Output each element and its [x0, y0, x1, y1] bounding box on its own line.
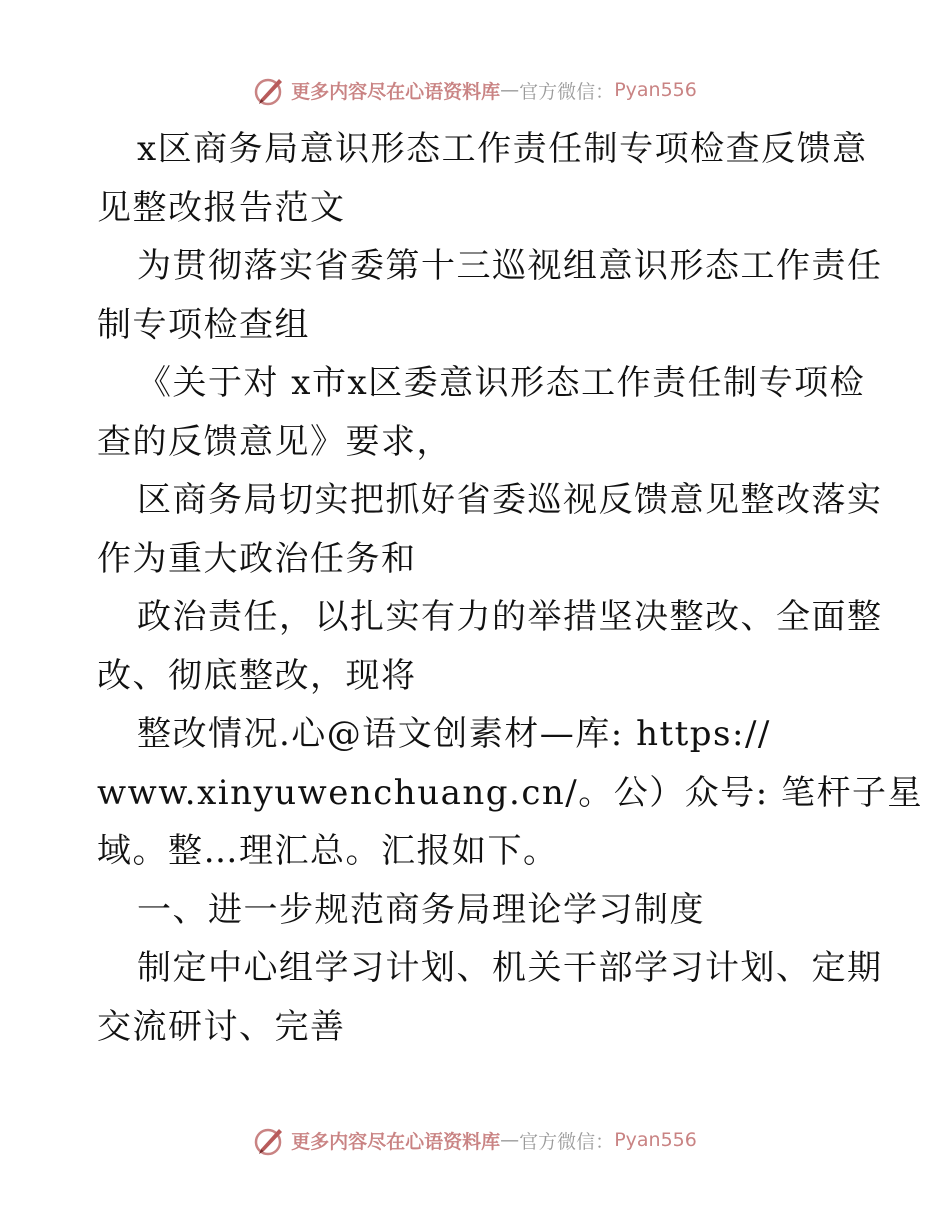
footer-watermark-banner [0, 1120, 950, 1160]
doc-title-line-2: 见整改报告范文 [97, 187, 346, 228]
banner-official-label: 官方微信： [519, 1130, 615, 1153]
quill-pen-circle-icon [253, 1123, 287, 1157]
banner-official-id: Pyan556 [614, 1129, 697, 1151]
doc-paragraph-line: 政治责任，以扎实有力的举措坚决整改、全面整 [137, 597, 883, 637]
banner-dash: — [500, 79, 520, 101]
doc-paragraph-line: 为贯彻落实省委第十三巡视组意识形态工作责任 [137, 246, 883, 286]
doc-paragraph-line: 改、彻底整改，现将 [97, 655, 417, 696]
banner-dash: — [500, 1129, 520, 1151]
banner-official-id: Pyan556 [614, 79, 697, 101]
doc-section-heading: 一、进一步规范商务局理论学习制度 [137, 889, 705, 930]
banner-brand-text: 更多内容尽在心语资料库 [291, 1130, 501, 1153]
doc-paragraph-line: 区商务局切实把抓好省委巡视反馈意见整改落实 [137, 480, 883, 520]
document-body [97, 120, 923, 1056]
doc-paragraph-line: 整改情况.心@语文创素材—库: https:// [137, 714, 771, 754]
doc-paragraph-line: www.xinyuwenchuang.cn/。公）众号: 笔杆子星 [97, 772, 923, 813]
doc-paragraph-line: 交流研讨、完善 [97, 1006, 346, 1047]
doc-paragraph-line: 制专项检查组 [97, 304, 310, 345]
doc-paragraph-line: 查的反馈意见》要求， [97, 421, 452, 462]
header-watermark-banner [0, 70, 950, 110]
doc-paragraph-line: 作为重大政治任务和 [97, 538, 417, 579]
doc-paragraph-line: 域。整…理汇总。汇报如下。 [97, 831, 559, 871]
doc-paragraph-line: 制定中心组学习计划、机关干部学习计划、定期 [137, 948, 883, 988]
quill-pen-circle-icon [253, 73, 287, 107]
doc-title-line-1: x区商务局意识形态工作责任制专项检查反馈意 [137, 129, 868, 169]
doc-paragraph-line: 《关于对 x市x区委意识形态工作责任制专项检 [137, 363, 866, 403]
banner-official-label: 官方微信： [519, 80, 615, 103]
banner-brand-text: 更多内容尽在心语资料库 [291, 80, 501, 103]
